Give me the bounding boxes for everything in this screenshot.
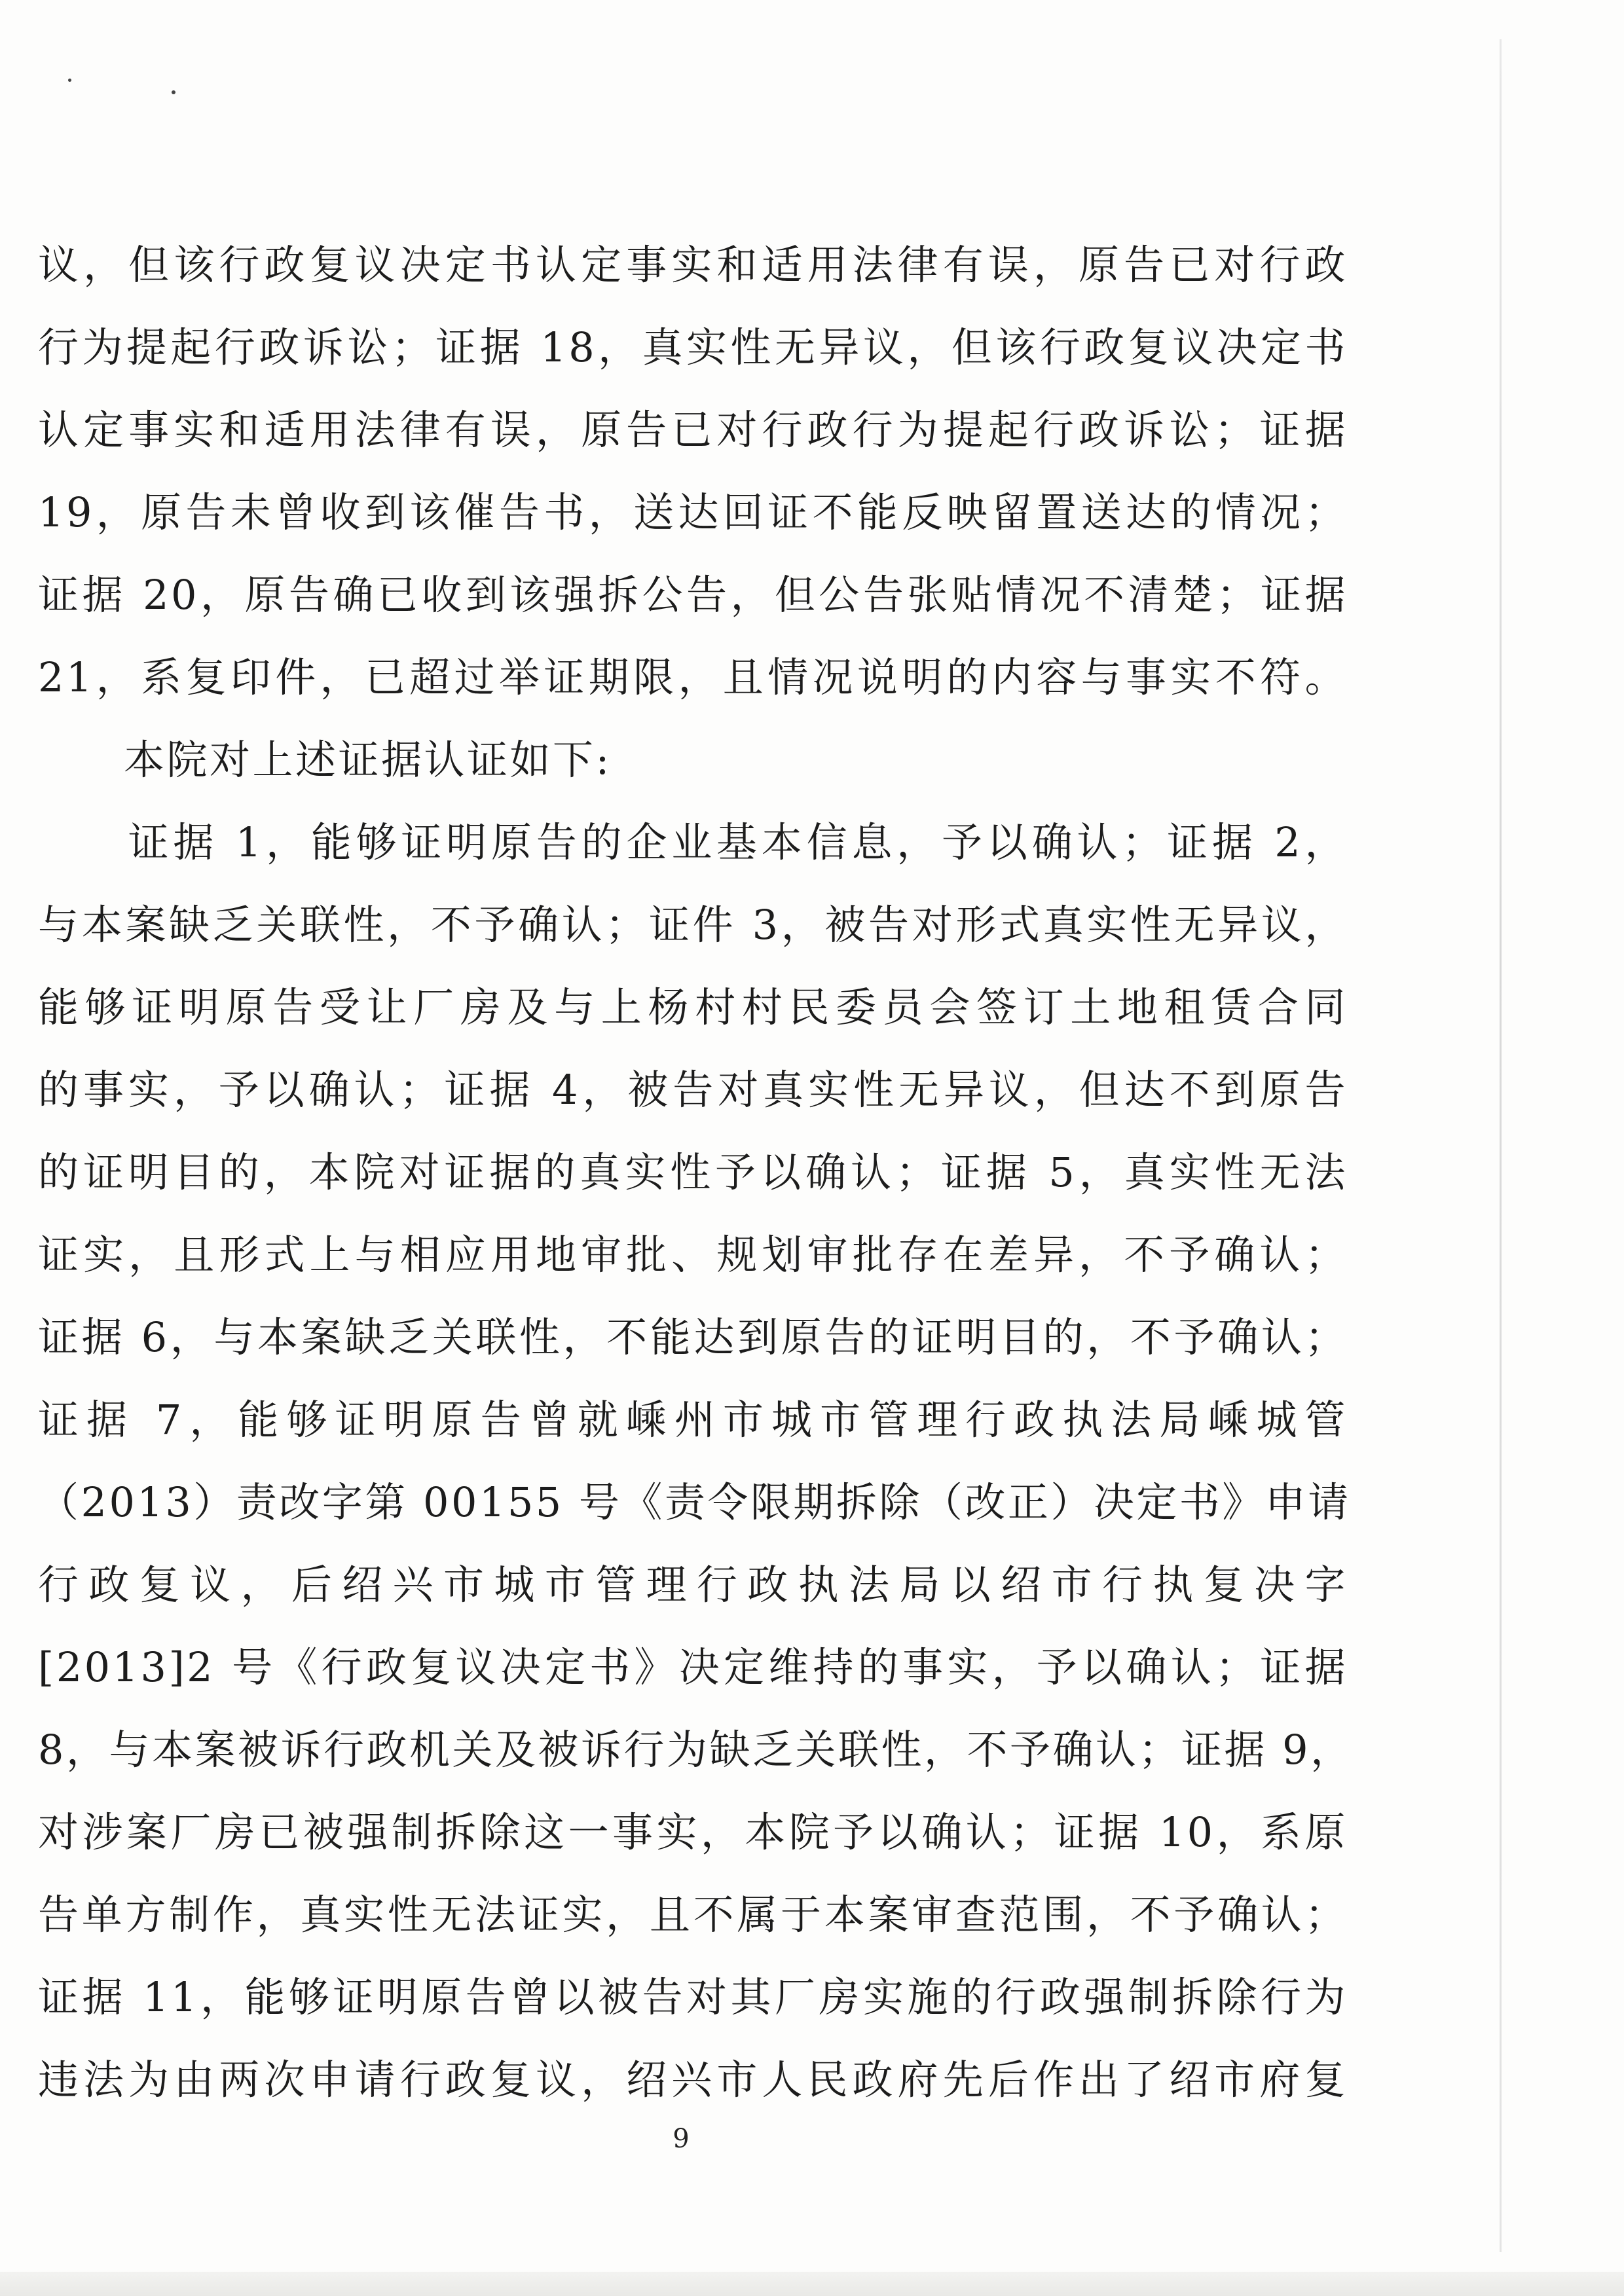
- scan-bottom-band: [0, 2272, 1624, 2296]
- scan-edge-line: [1500, 39, 1502, 2252]
- text-line: 行政复议，后绍兴市城市管理行政执法局以绍市行执复决字: [38, 1561, 1348, 1609]
- text-line: 19，原告未曾收到该催告书，送达回证不能反映留置送达的情况；: [38, 488, 1348, 536]
- text-line: 能够证明原告受让厂房及与上杨村村民委员会签订土地租赁合同: [38, 983, 1348, 1031]
- body-text: [38, 224, 1354, 2121]
- scan-speck: [68, 79, 71, 82]
- text-line: 的事实，予以确认；证据 4，被告对真实性无异议，但达不到原告: [38, 1066, 1348, 1114]
- text-line: 违法为由两次申请行政复议，绍兴市人民政府先后作出了绍市府复: [38, 2056, 1348, 2104]
- scan-speck: [172, 90, 175, 94]
- text-line: 证据 1，能够证明原告的企业基本信息，予以确认；证据 2，: [38, 818, 1348, 866]
- text-line: 本院对上述证据认证如下:: [38, 736, 612, 784]
- text-line: 证实，且形式上与相应用地审批、规划审批存在差异，不予确认；: [38, 1231, 1348, 1279]
- text-line: （2013）责改字第 00155 号《责令限期拆除（改正）决定书》申请: [38, 1478, 1351, 1526]
- text-line: [2013]2 号《行政复议决定书》决定维持的事实，予以确认；证据: [38, 1643, 1348, 1691]
- text-line: 证据 11，能够证明原告曾以被告对其厂房实施的行政强制拆除行为: [38, 1973, 1348, 2021]
- text-line: 议，但该行政复议决定书认定事实和适用法律有误，原告已对行政: [38, 241, 1348, 289]
- text-line: 对涉案厂房已被强制拆除这一事实，本院予以确认；证据 10，系原: [38, 1808, 1348, 1856]
- text-line: 8，与本案被诉行政机关及被诉行为缺乏关联性，不予确认；证据 9，: [38, 1726, 1354, 1774]
- text-line: 与本案缺乏关联性，不予确认；证件 3，被告对形式真实性无异议，: [38, 901, 1348, 949]
- text-line: 证据 20，原告确已收到该强拆公告，但公告张贴情况不清楚；证据: [38, 571, 1348, 619]
- text-line: 的证明目的，本院对证据的真实性予以确认；证据 5，真实性无法: [38, 1148, 1348, 1196]
- text-line: 21，系复印件，已超过举证期限，且情况说明的内容与事实不符。: [38, 653, 1348, 701]
- text-line: 证据 6，与本案缺乏关联性，不能达到原告的证明目的，不予确认；: [38, 1313, 1348, 1361]
- text-line: 告单方制作，真实性无法证实，且不属于本案审查范围，不予确认；: [38, 1891, 1348, 1939]
- text-line: 证据 7，能够证明原告曾就嵊州市城市管理行政执法局嵊城管: [38, 1396, 1348, 1444]
- text-line: 认定事实和适用法律有误，原告已对行政行为提起行政诉讼；证据: [38, 406, 1348, 454]
- page-number: 9: [673, 2124, 690, 2154]
- text-line: 行为提起行政诉讼；证据 18，真实性无异议，但该行政复议决定书: [38, 323, 1348, 371]
